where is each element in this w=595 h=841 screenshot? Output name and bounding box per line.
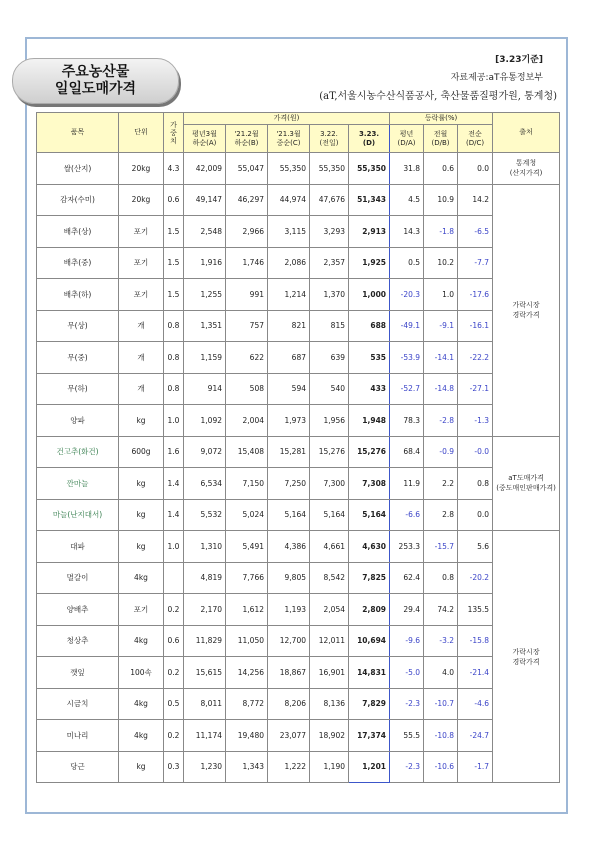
cell-price-a: 9,072 <box>184 436 226 468</box>
cell-price-prev: 540 <box>310 373 349 405</box>
cell-rate-r1: 253.3 <box>390 531 424 563</box>
table-row <box>37 436 560 468</box>
cell-price-a: 15,615 <box>184 657 226 689</box>
cell-price-b: 508 <box>226 373 268 405</box>
cell-rate-r1: 29.4 <box>390 594 424 626</box>
cell-rate-r3: 0.8 <box>458 468 493 500</box>
cell-price-a: 42,009 <box>184 153 226 185</box>
cell-price-a: 2,548 <box>184 216 226 248</box>
cell-price-a: 1,310 <box>184 531 226 563</box>
cell-price-b: 19,480 <box>226 720 268 752</box>
table-row <box>37 531 560 563</box>
table-row <box>37 562 560 594</box>
cell-unit: 20kg <box>119 153 164 185</box>
cell-weight: 0.2 <box>164 657 184 689</box>
cell-rate-r2: -2.8 <box>424 405 458 437</box>
cell-price-d: 5,164 <box>349 499 390 531</box>
cell-rate-r1: -53.9 <box>390 342 424 374</box>
title-line1: 주요농산물 <box>61 64 130 80</box>
cell-price-b: 1,343 <box>226 751 268 783</box>
cell-price-prev: 1,190 <box>310 751 349 783</box>
cell-item: 대파 <box>37 531 119 563</box>
source-line2: (aT,서울시농수산식품공사, 축산물품질평가원, 통계청) <box>319 91 557 102</box>
head-rate-col: 전순 (D/C) <box>458 125 493 153</box>
cell-item: 무(상) <box>37 310 119 342</box>
cell-rate-r3: -20.2 <box>458 562 493 594</box>
cell-price-a: 11,174 <box>184 720 226 752</box>
table-body <box>37 153 560 783</box>
table-row <box>37 216 560 248</box>
cell-price-b: 55,047 <box>226 153 268 185</box>
cell-price-a: 8,011 <box>184 688 226 720</box>
cell-item: 멸갈이 <box>37 562 119 594</box>
cell-price-c: 1,222 <box>268 751 310 783</box>
cell-weight: 0.2 <box>164 720 184 752</box>
cell-unit: 포기 <box>119 216 164 248</box>
cell-price-a: 5,532 <box>184 499 226 531</box>
title-badge <box>12 58 179 104</box>
cell-weight: 0.8 <box>164 310 184 342</box>
table-row <box>37 751 560 783</box>
table-row <box>37 247 560 279</box>
cell-price-c: 12,700 <box>268 625 310 657</box>
cell-weight: 4.3 <box>164 153 184 185</box>
cell-price-c: 1,214 <box>268 279 310 311</box>
cell-item: 배추(하) <box>37 279 119 311</box>
cell-unit: 포기 <box>119 594 164 626</box>
cell-rate-r1: 78.3 <box>390 405 424 437</box>
table-row <box>37 499 560 531</box>
cell-rate-r3: -22.2 <box>458 342 493 374</box>
cell-rate-r1: 11.9 <box>390 468 424 500</box>
cell-unit: 4kg <box>119 625 164 657</box>
head-price-col: '21.2월 하순(B) <box>226 125 268 153</box>
cell-unit: 포기 <box>119 247 164 279</box>
date-label: [3.23기준] <box>495 55 543 65</box>
cell-item: 마늘(난지대서) <box>37 499 119 531</box>
cell-rate-r1: -49.1 <box>390 310 424 342</box>
cell-weight: 1.5 <box>164 247 184 279</box>
cell-price-b: 15,408 <box>226 436 268 468</box>
cell-price-prev: 16,901 <box>310 657 349 689</box>
cell-rate-r3: -24.7 <box>458 720 493 752</box>
cell-rate-r3: -4.6 <box>458 688 493 720</box>
cell-unit: 4kg <box>119 562 164 594</box>
cell-price-b: 2,004 <box>226 405 268 437</box>
cell-rate-r1: 0.5 <box>390 247 424 279</box>
cell-unit: 4kg <box>119 688 164 720</box>
head-source: 출처 <box>493 113 560 153</box>
cell-rate-r3: -17.6 <box>458 279 493 311</box>
cell-rate-r3: -1.3 <box>458 405 493 437</box>
cell-price-c: 55,350 <box>268 153 310 185</box>
cell-price-d: 7,825 <box>349 562 390 594</box>
cell-rate-r1: 31.8 <box>390 153 424 185</box>
table-head <box>37 113 560 153</box>
cell-price-c: 18,867 <box>268 657 310 689</box>
cell-item: 감자(수미) <box>37 184 119 216</box>
cell-price-a: 1,230 <box>184 751 226 783</box>
cell-price-c: 4,386 <box>268 531 310 563</box>
cell-price-prev: 1,370 <box>310 279 349 311</box>
cell-price-c: 23,077 <box>268 720 310 752</box>
cell-price-d: 1,925 <box>349 247 390 279</box>
cell-price-d: 7,829 <box>349 688 390 720</box>
table-row <box>37 373 560 405</box>
cell-rate-r3: -27.1 <box>458 373 493 405</box>
cell-price-a: 11,829 <box>184 625 226 657</box>
cell-price-d: 688 <box>349 310 390 342</box>
cell-weight: 1.4 <box>164 499 184 531</box>
cell-price-c: 1,193 <box>268 594 310 626</box>
cell-price-prev: 2,357 <box>310 247 349 279</box>
head-item: 품목 <box>37 113 119 153</box>
cell-price-prev: 5,164 <box>310 499 349 531</box>
cell-price-c: 821 <box>268 310 310 342</box>
cell-price-prev: 4,661 <box>310 531 349 563</box>
table-row <box>37 720 560 752</box>
cell-rate-r2: -14.8 <box>424 373 458 405</box>
cell-item: 깻잎 <box>37 657 119 689</box>
cell-weight: 0.5 <box>164 688 184 720</box>
cell-item: 깐마늘 <box>37 468 119 500</box>
cell-unit: 4kg <box>119 720 164 752</box>
cell-weight: 1.0 <box>164 405 184 437</box>
cell-price-a: 1,916 <box>184 247 226 279</box>
cell-weight: 1.5 <box>164 279 184 311</box>
cell-weight <box>164 562 184 594</box>
cell-unit: 600g <box>119 436 164 468</box>
cell-weight: 0.8 <box>164 373 184 405</box>
cell-rate-r1: -5.0 <box>390 657 424 689</box>
cell-source: 통계청 (산지가격) <box>493 153 560 185</box>
cell-price-prev: 47,676 <box>310 184 349 216</box>
cell-weight: 1.6 <box>164 436 184 468</box>
head-weight <box>164 113 184 153</box>
cell-unit: kg <box>119 405 164 437</box>
cell-rate-r1: -2.3 <box>390 688 424 720</box>
cell-price-a: 2,170 <box>184 594 226 626</box>
cell-rate-r1: -20.3 <box>390 279 424 311</box>
cell-price-d: 4,630 <box>349 531 390 563</box>
cell-rate-r1: 4.5 <box>390 184 424 216</box>
cell-price-d: 535 <box>349 342 390 374</box>
table-row <box>37 405 560 437</box>
cell-price-a: 1,351 <box>184 310 226 342</box>
cell-price-d: 51,343 <box>349 184 390 216</box>
table-row <box>37 279 560 311</box>
cell-source: 가락시장 경락가격 <box>493 531 560 783</box>
cell-price-b: 991 <box>226 279 268 311</box>
cell-rate-r3: -1.7 <box>458 751 493 783</box>
cell-price-a: 49,147 <box>184 184 226 216</box>
cell-price-a: 1,255 <box>184 279 226 311</box>
cell-rate-r3: 0.0 <box>458 499 493 531</box>
cell-rate-r3: 0.0 <box>458 153 493 185</box>
cell-rate-r3: -21.4 <box>458 657 493 689</box>
table-row <box>37 310 560 342</box>
cell-price-d: 7,308 <box>349 468 390 500</box>
cell-rate-r2: 0.6 <box>424 153 458 185</box>
head-price-group: 가격(원) <box>184 113 390 125</box>
cell-price-b: 7,766 <box>226 562 268 594</box>
cell-price-d: 14,831 <box>349 657 390 689</box>
cell-price-prev: 1,956 <box>310 405 349 437</box>
cell-unit: kg <box>119 531 164 563</box>
cell-price-prev: 55,350 <box>310 153 349 185</box>
title-line2: 일일도매가격 <box>54 81 137 97</box>
cell-price-b: 5,491 <box>226 531 268 563</box>
cell-unit: 20kg <box>119 184 164 216</box>
cell-rate-r2: -10.6 <box>424 751 458 783</box>
cell-rate-r2: -1.8 <box>424 216 458 248</box>
cell-price-d: 17,374 <box>349 720 390 752</box>
cell-weight: 1.5 <box>164 216 184 248</box>
cell-price-c: 2,086 <box>268 247 310 279</box>
cell-rate-r2: -14.1 <box>424 342 458 374</box>
cell-price-c: 9,805 <box>268 562 310 594</box>
cell-price-d: 2,809 <box>349 594 390 626</box>
cell-price-b: 1,612 <box>226 594 268 626</box>
cell-price-d: 15,276 <box>349 436 390 468</box>
cell-unit: kg <box>119 468 164 500</box>
cell-weight: 0.8 <box>164 342 184 374</box>
table-row <box>37 468 560 500</box>
cell-rate-r2: 1.0 <box>424 279 458 311</box>
table-row <box>37 657 560 689</box>
cell-price-c: 687 <box>268 342 310 374</box>
head-rate-col: 평년 (D/A) <box>390 125 424 153</box>
cell-item: 청상추 <box>37 625 119 657</box>
cell-rate-r3: -0.0 <box>458 436 493 468</box>
cell-rate-r2: 0.8 <box>424 562 458 594</box>
cell-weight: 1.0 <box>164 531 184 563</box>
table-row <box>37 625 560 657</box>
cell-price-d: 1,201 <box>349 751 390 783</box>
cell-price-b: 757 <box>226 310 268 342</box>
cell-rate-r2: -9.1 <box>424 310 458 342</box>
table-row <box>37 688 560 720</box>
cell-rate-r1: 14.3 <box>390 216 424 248</box>
cell-weight: 0.6 <box>164 184 184 216</box>
cell-rate-r3: 14.2 <box>458 184 493 216</box>
cell-rate-r2: 10.2 <box>424 247 458 279</box>
cell-unit: 개 <box>119 373 164 405</box>
cell-rate-r1: -6.6 <box>390 499 424 531</box>
cell-unit: 포기 <box>119 279 164 311</box>
head-rate-group: 등락률(%) <box>390 113 493 125</box>
cell-price-a: 1,159 <box>184 342 226 374</box>
cell-item: 배추(상) <box>37 216 119 248</box>
cell-price-prev: 12,011 <box>310 625 349 657</box>
cell-item: 배추(중) <box>37 247 119 279</box>
head-rate-col: 전월 (D/B) <box>424 125 458 153</box>
cell-source: aT도매가격 (중도매인판매가격) <box>493 436 560 531</box>
cell-weight: 1.4 <box>164 468 184 500</box>
cell-price-b: 5,024 <box>226 499 268 531</box>
cell-price-c: 15,281 <box>268 436 310 468</box>
head-weight-text: 가중치 <box>170 120 177 145</box>
table-row <box>37 594 560 626</box>
cell-rate-r2: -0.9 <box>424 436 458 468</box>
head-unit: 단위 <box>119 113 164 153</box>
cell-price-c: 3,115 <box>268 216 310 248</box>
cell-weight: 0.2 <box>164 594 184 626</box>
cell-rate-r3: -15.8 <box>458 625 493 657</box>
head-price-col: 3.22. (전일) <box>310 125 349 153</box>
cell-price-b: 14,256 <box>226 657 268 689</box>
cell-price-prev: 8,542 <box>310 562 349 594</box>
cell-price-a: 1,092 <box>184 405 226 437</box>
cell-price-prev: 3,293 <box>310 216 349 248</box>
cell-price-prev: 7,300 <box>310 468 349 500</box>
cell-price-d: 2,913 <box>349 216 390 248</box>
cell-rate-r1: -9.6 <box>390 625 424 657</box>
cell-rate-r3: 135.5 <box>458 594 493 626</box>
head-price-col: '21.3월 중순(C) <box>268 125 310 153</box>
cell-price-prev: 18,902 <box>310 720 349 752</box>
cell-rate-r2: 2.2 <box>424 468 458 500</box>
cell-unit: kg <box>119 499 164 531</box>
cell-rate-r2: -15.7 <box>424 531 458 563</box>
cell-rate-r3: -7.7 <box>458 247 493 279</box>
cell-price-prev: 8,136 <box>310 688 349 720</box>
cell-rate-r2: -10.7 <box>424 688 458 720</box>
cell-price-b: 2,966 <box>226 216 268 248</box>
cell-unit: 개 <box>119 310 164 342</box>
cell-unit: 100속 <box>119 657 164 689</box>
cell-unit: kg <box>119 751 164 783</box>
cell-rate-r2: 74.2 <box>424 594 458 626</box>
cell-rate-r2: 2.8 <box>424 499 458 531</box>
table-row <box>37 184 560 216</box>
cell-rate-r1: 68.4 <box>390 436 424 468</box>
cell-price-b: 11,050 <box>226 625 268 657</box>
cell-price-c: 7,250 <box>268 468 310 500</box>
cell-rate-r1: 55.5 <box>390 720 424 752</box>
table-row <box>37 153 560 185</box>
head-price-col: 3.23. (D) <box>349 125 390 153</box>
cell-item: 시금치 <box>37 688 119 720</box>
cell-item: 양배추 <box>37 594 119 626</box>
cell-item: 건고추(화건) <box>37 436 119 468</box>
cell-weight: 0.3 <box>164 751 184 783</box>
cell-rate-r2: -3.2 <box>424 625 458 657</box>
cell-rate-r1: 62.4 <box>390 562 424 594</box>
cell-price-d: 433 <box>349 373 390 405</box>
cell-unit: 개 <box>119 342 164 374</box>
price-table <box>36 112 560 783</box>
cell-price-b: 7,150 <box>226 468 268 500</box>
cell-item: 무(하) <box>37 373 119 405</box>
cell-rate-r3: 5.6 <box>458 531 493 563</box>
cell-price-b: 1,746 <box>226 247 268 279</box>
cell-price-prev: 15,276 <box>310 436 349 468</box>
cell-item: 쌀(산지) <box>37 153 119 185</box>
cell-rate-r1: -52.7 <box>390 373 424 405</box>
cell-weight: 0.6 <box>164 625 184 657</box>
source-line1: 자료제공:aT유통정보부 <box>450 73 543 83</box>
cell-item: 무(중) <box>37 342 119 374</box>
cell-price-a: 6,534 <box>184 468 226 500</box>
cell-item: 당근 <box>37 751 119 783</box>
cell-price-d: 1,948 <box>349 405 390 437</box>
cell-price-prev: 815 <box>310 310 349 342</box>
cell-rate-r2: 10.9 <box>424 184 458 216</box>
cell-price-d: 10,694 <box>349 625 390 657</box>
cell-source: 가락시장 경락가격 <box>493 184 560 436</box>
cell-price-c: 1,973 <box>268 405 310 437</box>
cell-rate-r3: -16.1 <box>458 310 493 342</box>
table-row <box>37 342 560 374</box>
cell-rate-r1: -2.3 <box>390 751 424 783</box>
cell-price-c: 44,974 <box>268 184 310 216</box>
cell-price-c: 594 <box>268 373 310 405</box>
cell-price-d: 55,350 <box>349 153 390 185</box>
cell-price-prev: 639 <box>310 342 349 374</box>
head-price-col: 평년3월 하순(A) <box>184 125 226 153</box>
cell-price-b: 8,772 <box>226 688 268 720</box>
cell-rate-r2: 4.0 <box>424 657 458 689</box>
cell-rate-r3: -6.5 <box>458 216 493 248</box>
cell-price-prev: 2,054 <box>310 594 349 626</box>
cell-item: 미나리 <box>37 720 119 752</box>
cell-rate-r2: -10.8 <box>424 720 458 752</box>
cell-price-a: 914 <box>184 373 226 405</box>
cell-price-d: 1,000 <box>349 279 390 311</box>
cell-item: 양파 <box>37 405 119 437</box>
cell-price-c: 5,164 <box>268 499 310 531</box>
cell-price-c: 8,206 <box>268 688 310 720</box>
cell-price-b: 46,297 <box>226 184 268 216</box>
cell-price-b: 622 <box>226 342 268 374</box>
cell-price-a: 4,819 <box>184 562 226 594</box>
